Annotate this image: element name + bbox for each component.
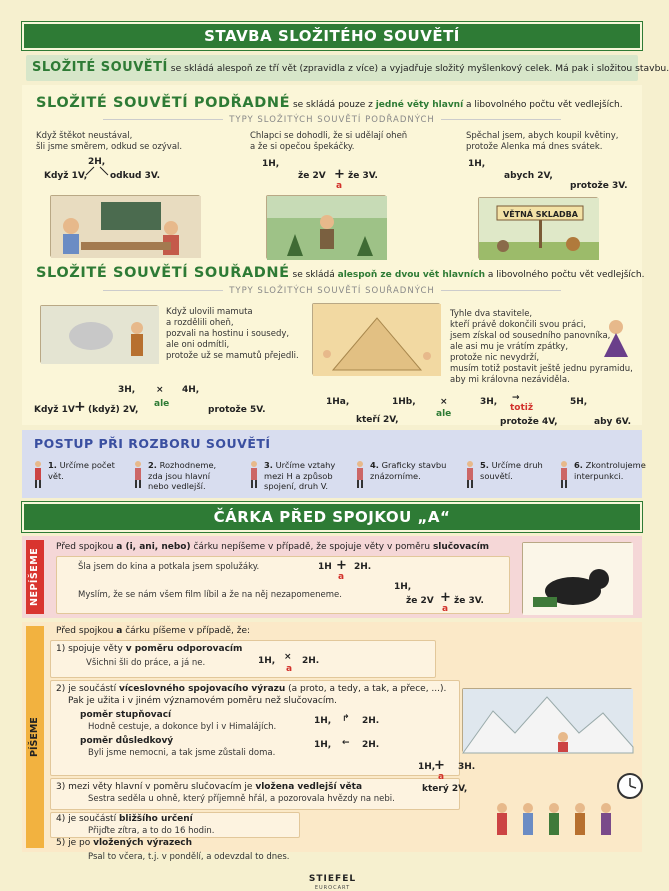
podradne-example-3: Spěchal jsem, abych koupil květiny, protože Alenka má dnes svátek.	[466, 131, 619, 152]
scheme-2-c: že 3V.	[348, 171, 378, 181]
souradne-subheading: TYPY SLOŽITÝCH SOUVĚTÍ SOUŘADNÝCH	[22, 286, 642, 296]
piseme-label: PÍŠEME	[26, 626, 44, 848]
s-scheme-2-arrow: →	[512, 393, 520, 403]
scheme-1-b: Když 1V,	[44, 171, 88, 181]
souradne-desc-hl: alespoň ze dvou vět hlavních	[337, 270, 485, 280]
scheme-1-c: odkud 3V.	[110, 171, 161, 181]
n-scheme-2-d: a	[442, 604, 449, 614]
page-title: STAVBA SLOŽITÉHO SOUVĚTÍ	[22, 22, 642, 50]
souradne-example-1: Když ulovili mamuta a rozdělili oheň, pozvali na hostinu i sousedy, ale oni odmítli, protože už se mamutů přejedli.	[166, 307, 299, 361]
podradne-example-2: Chlapci se dohodli, že si udělají oheň a že si opečou špekáčky.	[250, 131, 408, 152]
s-scheme-2-b: 1Hb,	[392, 397, 416, 407]
mammoth-illustration	[40, 305, 158, 363]
scheme-2-conj: a	[336, 181, 343, 191]
figure-icon	[558, 460, 570, 488]
n-scheme-1-b: 2H.	[354, 562, 372, 572]
s-scheme-2-a: 1Ha,	[326, 397, 350, 407]
souradne-example-2: Tyhle dva stavitele, kteří právě dokončili svou práci, jsem získal od sousedního panovníka, ale asi mu je vrátím zpátky, protože nic nevydrží, musím totiž postavit ještě jednu pyramidu, aby mi královna nezáviděla.	[450, 309, 633, 385]
group-people-illustration	[488, 798, 638, 850]
sign-text: VĚTNÁ SKLADBA	[503, 210, 578, 219]
s-scheme-1-a: 3H,	[118, 385, 136, 395]
piseme-ex-4: Přijďte zítra, a to do 16 hodin.	[88, 826, 215, 836]
s-scheme-2-i: aby 6V.	[594, 417, 632, 427]
procedure-steps	[32, 458, 646, 498]
piseme-rule: Před spojkou a čárku píšeme v případě, že:	[56, 626, 251, 636]
piseme-ex-2a: Hodně cestuje, a dokonce byl i v Himalájích.	[88, 722, 277, 732]
figure-icon	[248, 460, 260, 488]
scheme-2-plus: +	[334, 167, 345, 182]
souradne-desc-a: se skládá	[289, 270, 338, 280]
podradne-desc-a: se skládá pouze z	[290, 100, 376, 110]
step-6: 6. Zkontrolujeme interpunkci.	[574, 460, 646, 481]
s-scheme-1-f: protože 5V.	[208, 405, 266, 415]
s-scheme-2-c: 3H,	[480, 397, 498, 407]
classroom-illustration	[50, 195, 200, 257]
s-scheme-2-g: ale	[436, 409, 452, 419]
intro-text: se skládá alespoň ze tří vět (zpravidla z více) a vyjadřuje složitý myšlenkový celek. Má pak i složitou stavbu.	[167, 63, 669, 74]
s-scheme-2-d: totiž	[510, 403, 534, 413]
publisher-logo-sub: EUROCART	[314, 885, 351, 891]
podradne-title: SLOŽITÉ SOUVĚTÍ PODŘADNÉ	[36, 95, 291, 111]
scheme-3-c: protože 3V.	[570, 181, 628, 191]
publisher-logo: STIEFEL	[308, 874, 357, 884]
piseme-panel: PÍŠEME Před spojkou a čárku píšeme v případě, že: 1) spojuje věty v poměru odporovacím Všichni šli do práce, a já ne. 1H, × 2H. a 2) je součástí víceslovného spojovacího výrazu (a proto, a tedy, a tak, a přece, ...). Pak je užita i v jiném významovém poměru než slučovacím. poměr stupňovací Hodně cestuje, a dokonce byl i v Himalájích. 1H, ↱ 2H. poměr důsledkový Byli jsme nemocni, a tak jsme zůstali doma. 1H, ← 2H. 3) mezi věty hlavní v poměru slučovacím je vložena vedlejší věta Sestra seděla u ohně, který příjemně hřál, a pozorovala hvězdy na nebi. 1H, + 3H. a který 2V, 4) je součástí bližšího určení Přijďte zítra, a to do 16 hodin. 5) je po vložených výrazech	[22, 622, 642, 852]
figure-icon	[464, 460, 476, 488]
step-3: 3. Určíme vztahy mezi H a způsob spojení, druh V.	[264, 460, 336, 491]
step-1: 1. Určíme počet vět.	[48, 460, 115, 481]
piseme-ex-5: Psal to včera, t.j. v pondělí, a odevzdal to dnes.	[88, 852, 290, 862]
s-scheme-2-h: protože 4V,	[500, 417, 558, 427]
queen-illustration	[598, 317, 634, 357]
clock-icon	[616, 772, 644, 800]
intro-term: SLOŽITÉ SOUVĚTÍ	[32, 60, 168, 75]
podradne-heading	[36, 95, 623, 111]
scheme-1-arrows	[72, 165, 132, 179]
step-2: 2. Rozhodneme, zda jsou hlavní nebo vedlejší.	[148, 460, 217, 491]
nepiseme-rule: Před spojkou a (i, ani, nebo) čárku nepíšeme v případě, že spojuje věty v poměru slučovacím	[56, 542, 490, 552]
souradne-desc-b: a libovolného počtu vět vedlejších.	[485, 270, 645, 280]
scheme-3-b: abych 2V,	[504, 171, 553, 181]
podradne-subheading: TYPY SLOŽITÝCH SOUVĚTÍ PODŘADNÝCH	[22, 115, 642, 125]
scheme-2-b: že 2V	[298, 171, 326, 181]
types-panel	[22, 85, 645, 427]
nepiseme-label: NEPÍŠEME	[26, 540, 44, 614]
pyramid-illustration	[312, 303, 440, 375]
s-scheme-1-d: (když) 2V,	[88, 405, 139, 415]
n-scheme-2-c: že 3V.	[454, 596, 484, 606]
n-scheme-1-plus: +	[336, 558, 347, 573]
piseme-ex-2b: Byli jsme nemocni, a tak jsme zůstali doma.	[88, 748, 276, 758]
souradne-heading	[36, 265, 644, 281]
n-scheme-1-a: 1H	[318, 562, 332, 572]
figure-icon	[32, 460, 44, 488]
scheme-1-a: 2H,	[88, 157, 106, 167]
step-4: 4. Graficky stavbu znázorníme.	[370, 460, 447, 481]
scheme-2-a: 1H,	[262, 159, 280, 169]
s-scheme-1-c: Když 1V	[34, 405, 75, 415]
procedure-title: POSTUP PŘI ROZBORU SOUVĚTÍ	[34, 436, 271, 451]
n-scheme-2-plus: +	[440, 590, 451, 605]
snail-sign-illustration	[478, 197, 598, 259]
podradne-desc-b: a libovolného počtu vět vedlejších.	[463, 100, 623, 110]
s-scheme-1-x: ×	[156, 385, 164, 395]
footer	[0, 866, 665, 891]
podradne-example-1: Když štěkot neustával, šli jsme směrem, odkud se ozýval.	[36, 131, 183, 152]
cat-illustration	[522, 542, 632, 614]
n-scheme-1-c: a	[338, 572, 345, 582]
piseme-ex-1: Všichni šli do práce, a já ne.	[86, 658, 206, 668]
souradne-title: SLOŽITÉ SOUVĚTÍ SOUŘADNÉ	[36, 265, 290, 281]
step-5: 5. Určíme druh souvětí.	[480, 460, 543, 481]
procedure-panel	[22, 430, 646, 498]
nepiseme-panel	[22, 536, 642, 618]
campfire-illustration	[266, 195, 386, 259]
figure-icon	[132, 460, 144, 488]
nepiseme-ex-2: Myslím, že se nám všem film líbil a že na něj nezapomeneme.	[78, 590, 342, 600]
comma-title: ČÁRKA PŘED SPOJKOU „A“	[22, 502, 642, 532]
n-scheme-2-b: že 2V	[406, 596, 434, 606]
s-scheme-1-b: 4H,	[182, 385, 200, 395]
s-scheme-2-x: ×	[440, 397, 448, 407]
scheme-3-a: 1H,	[468, 159, 486, 169]
s-scheme-1-plus: +	[74, 399, 86, 415]
piseme-ex-3: Sestra seděla u ohně, který příjemně hřál, a pozorovala hvězdy na nebi.	[88, 794, 395, 804]
nepiseme-ex-1: Šla jsem do kina a potkala jsem spolužáky.	[78, 562, 260, 572]
s-scheme-2-e: 5H,	[570, 397, 588, 407]
intro-strip	[26, 55, 669, 81]
figure-icon	[354, 460, 366, 488]
s-scheme-2-f: kteří 2V,	[356, 415, 399, 425]
s-scheme-1-e: ale	[154, 399, 170, 409]
podradne-desc-hl: jedné věty hlavní	[375, 100, 464, 110]
himalaya-illustration	[462, 688, 632, 752]
n-scheme-2-a: 1H,	[394, 582, 412, 592]
